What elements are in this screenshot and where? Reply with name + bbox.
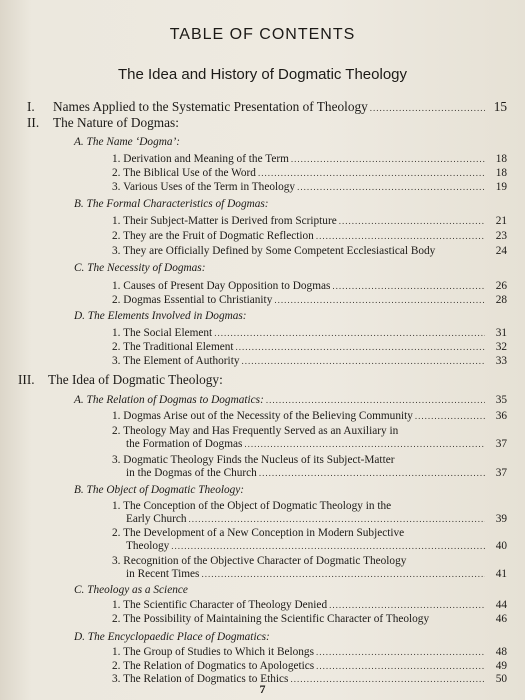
entry-text: The Idea of Dogmatic Theology: [48, 372, 223, 387]
leader-dots [258, 167, 485, 180]
toc-entry [126, 513, 507, 526]
toc-entry [112, 327, 507, 340]
page-number: 40 [495, 540, 507, 552]
entry-text: 3. The Element of Authority [112, 355, 240, 367]
leader-dots [266, 394, 485, 407]
page-number: 32 [495, 341, 507, 353]
leader-dots [189, 513, 485, 526]
entry-text: 2. The Traditional Element [112, 341, 234, 353]
page-number: 26 [495, 280, 507, 292]
entry-text: 1. Causes of Present Day Opposition to Dogmas [112, 280, 331, 292]
page-number: 24 [495, 245, 507, 257]
toc-entry [112, 341, 507, 354]
toc-entry [18, 372, 507, 387]
page-number: 18 [495, 167, 507, 179]
page-subtitle: The Idea and History of Dogmatic Theology [117, 66, 408, 83]
toc-entry [112, 280, 507, 293]
toc-entry [112, 613, 507, 626]
toc-entry [126, 568, 507, 581]
page-number: 36 [495, 410, 507, 422]
entry-text: 3. Various Uses of the Term in Theology [112, 181, 296, 193]
leader-dots [291, 153, 485, 166]
page-number: 33 [495, 355, 507, 367]
entry-text: 3. They are Officially Defined by Some Competent Ecclesiastical Body [112, 245, 436, 257]
page-number: 39 [495, 513, 507, 525]
entry-text: 3. Dogmatic Theology Finds the Nucleus of its Subject-Matter [112, 454, 395, 466]
leader-dots [244, 438, 485, 451]
toc-entry [126, 467, 507, 480]
entry-text: 2. The Development of a New Conception in Modern Subjective [112, 527, 405, 539]
entry-text: 2. Theology May and Has Frequently Served as an Auxiliary in [112, 425, 399, 437]
entry-text: 2. They are the Fruit of Dogmatic Reflection [112, 230, 314, 242]
leader-dots [236, 341, 485, 354]
toc-entry [27, 115, 507, 130]
page-number: 48 [495, 646, 507, 658]
leader-dots [171, 540, 485, 553]
page-number: 28 [495, 294, 507, 306]
leader-dots [316, 646, 485, 659]
toc-entry [27, 99, 507, 116]
entry-text: 3. Recognition of the Objective Character of Dogmatic Theology [112, 555, 407, 567]
entry-text: Theology [126, 540, 170, 552]
entry-text: 1. Their Subject-Matter is Derived from Scripture [112, 215, 337, 227]
page-number: 23 [495, 230, 507, 242]
entry-text: Names Applied to the Systematic Presentation of Theology [53, 99, 368, 114]
roman-numeral: III. [18, 372, 35, 387]
toc-entry [112, 215, 507, 228]
page-number: 15 [493, 99, 507, 114]
toc-entry [112, 294, 507, 307]
toc-entry [112, 153, 507, 166]
toc-entry [126, 540, 507, 553]
page-title: TABLE OF CONTENTS [169, 26, 356, 43]
leader-dots [214, 327, 485, 340]
leader-dots [297, 181, 485, 194]
leader-dots [332, 280, 485, 293]
entry-text: in the Dogmas of the Church [126, 467, 257, 479]
page-number: 50 [495, 673, 507, 685]
toc-entry [112, 660, 507, 673]
entry-text: 3. The Relation of Dogmatics to Ethics [112, 673, 289, 685]
section-heading: C. Theology as a Science [74, 584, 188, 596]
entry-text: 1. The Group of Studies to Which it Belongs [112, 646, 314, 658]
leader-dots [329, 599, 485, 612]
page-number: 37 [495, 467, 507, 479]
entry-text: 1. The Scientific Character of Theology Denied [112, 599, 328, 611]
page-number: 44 [495, 599, 507, 611]
leader-dots [259, 467, 485, 480]
leader-dots [415, 410, 485, 423]
entry-text: 1. The Conception of the Object of Dogmatic Theology in the [112, 500, 392, 512]
toc-entry [126, 438, 507, 451]
section-heading: D. The Elements Involved in Dogmas: [74, 310, 247, 322]
roman-numeral: I. [27, 99, 35, 114]
page-number: 19 [495, 181, 507, 193]
page-number: 35 [495, 394, 507, 406]
section-heading: B. The Object of Dogmatic Theology: [74, 484, 245, 496]
page-number: 21 [495, 215, 507, 227]
page-number: 41 [495, 568, 507, 580]
toc-entry [112, 599, 507, 612]
entry-text: Early Church [126, 513, 187, 525]
entry-text: The Nature of Dogmas: [53, 115, 179, 130]
entry-text: 2. The Biblical Use of the Word [112, 167, 256, 179]
page-number: 31 [495, 327, 507, 339]
entry-text: A. The Relation of Dogmas to Dogmatics: [74, 394, 264, 406]
page-number: 37 [495, 438, 507, 450]
entry-text: 2. The Relation of Dogmatics to Apologetics [112, 660, 315, 672]
leader-dots [242, 355, 486, 368]
leader-dots [274, 294, 485, 307]
toc-entry [112, 181, 507, 194]
page-number: 46 [495, 613, 507, 625]
leader-dots [339, 215, 485, 228]
section-heading: D. The Encyclopaedic Place of Dogmatics: [74, 631, 270, 643]
entry-text: in Recent Times [126, 568, 200, 580]
entry-text: 2. Dogmas Essential to Christianity [112, 294, 273, 306]
entry-text: 2. The Possibility of Maintaining the Scientific Character of Theology [112, 613, 430, 625]
toc-entry [112, 355, 507, 368]
section-heading [74, 394, 507, 407]
toc-entry [112, 646, 507, 659]
leader-dots [316, 230, 485, 243]
entry-text: the Formation of Dogmas [126, 438, 243, 450]
toc-entry [112, 245, 507, 258]
section-heading: A. The Name ‘Dogma’: [74, 136, 181, 148]
entry-text: 1. Derivation and Meaning of the Term [112, 153, 289, 165]
page-number: 49 [495, 660, 507, 672]
section-heading: B. The Formal Characteristics of Dogmas: [74, 198, 269, 210]
leader-dots [316, 660, 485, 673]
section-heading: C. The Necessity of Dogmas: [74, 262, 206, 274]
folio-page-number: 7 [259, 682, 266, 696]
leader-dots [370, 101, 485, 116]
page-number: 18 [495, 153, 507, 165]
leader-dots [201, 568, 485, 581]
toc-entry [112, 230, 507, 243]
entry-text: 1. Dogmas Arise out of the Necessity of the Believing Community [112, 410, 413, 422]
toc-entry [112, 410, 507, 423]
roman-numeral: II. [27, 115, 40, 130]
toc-entry [112, 167, 507, 180]
entry-text: 1. The Social Element [112, 327, 213, 339]
